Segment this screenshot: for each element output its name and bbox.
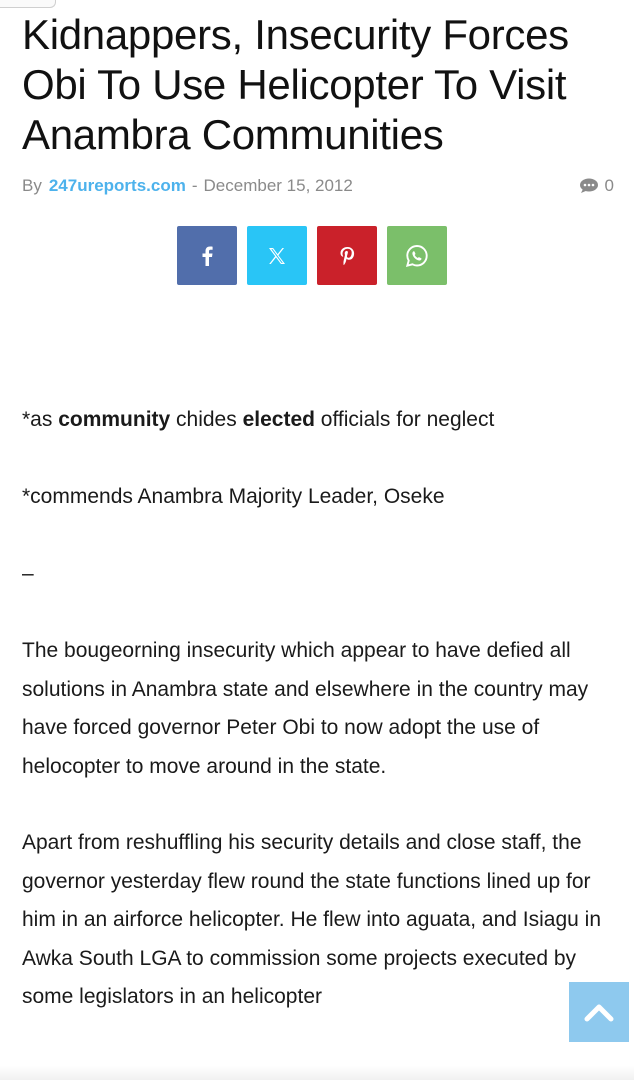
comment-count: 0 — [604, 176, 614, 195]
corner-artifact — [0, 0, 56, 8]
chevron-up-icon — [584, 1002, 614, 1022]
pinterest-icon — [339, 246, 355, 266]
share-whatsapp-button[interactable] — [387, 226, 447, 285]
article-meta — [22, 175, 614, 197]
by-label: By — [22, 176, 42, 195]
paragraph-body: Apart from reshuffling his security details and close staff, the governor yesterday flew round the state functions lined up for him in an airforce helicopter. He flew into aguata, and Isiagu in Awka South LGA to commission some projects executed by some legislators in an helicopter — [22, 831, 602, 1008]
bold-word-community: community — [58, 408, 171, 431]
bottom-edge — [0, 1066, 634, 1080]
scroll-to-top-button[interactable] — [569, 982, 629, 1042]
comment-bubble-icon — [579, 178, 599, 194]
share-facebook-button[interactable] — [177, 226, 237, 285]
text-fragment: chides — [170, 408, 243, 431]
x-icon — [268, 247, 286, 265]
text-fragment: officials for neglect — [314, 408, 495, 431]
whatsapp-icon — [405, 244, 429, 268]
share-pinterest-button[interactable] — [317, 226, 377, 285]
share-x-button[interactable] — [247, 226, 307, 285]
comments-link[interactable] — [579, 176, 614, 196]
article-title: Kidnappers, Insecurity Forces Obi To Use Helicopter To Visit Anambra Communities — [22, 11, 569, 158]
dash-separator: – — [22, 562, 34, 585]
facebook-icon — [201, 246, 213, 266]
share-buttons — [177, 226, 447, 285]
author-link[interactable]: 247ureports.com — [48, 176, 186, 195]
paragraph-intro: The bougeorning insecurity which appear to have defied all solutions in Anambra state and elsewhere in the country may have forced governor Peter Obi to now adopt the use of helocopter to move around in the state. — [22, 639, 589, 778]
subheading-community — [22, 401, 622, 440]
publish-date: December 15, 2012 — [203, 176, 353, 195]
subheading-commends: *commends Anambra Majority Leader, Oseke — [22, 485, 445, 508]
bold-word-elected: elected — [242, 408, 315, 431]
meta-separator: - — [191, 176, 198, 195]
text-fragment: *as — [22, 408, 59, 431]
